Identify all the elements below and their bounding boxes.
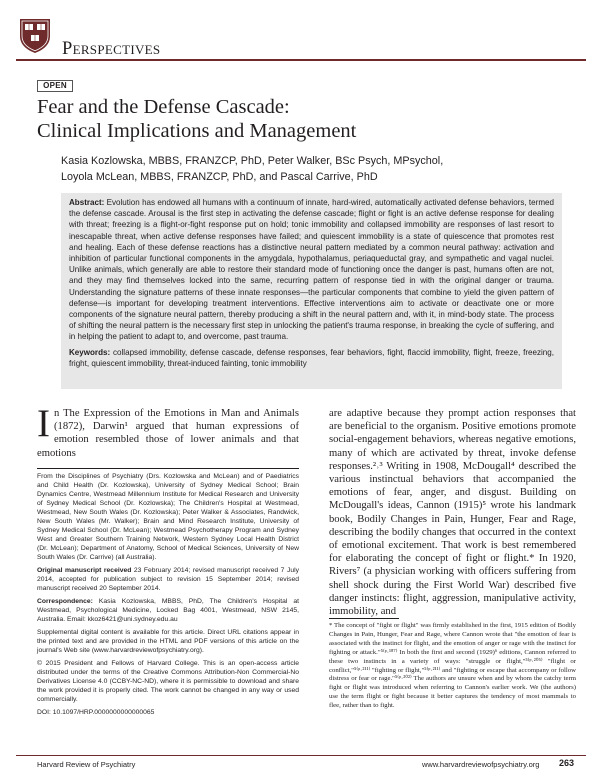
article-title-line-1: Fear and the Defense Cascade: — [37, 96, 290, 118]
shield-icon — [16, 16, 54, 54]
affiliation-rule — [37, 468, 299, 469]
footnote: * The concept of "fight or flight" was firmly established in the first, 1915 edition of Bodily Changes in Pain, Hunger, Fear and Rage, where Cannon wrote that "the emotion of fear is associated with the instinct for flight, and the emotion of anger or rage with the instinct for fighting or attack."⁵⁽ᵖ·¹⁸⁷⁾ In both the first and second (1929)⁶ editions, Cannon referred to these two instincts in a variety of ways: "struggle or flight,"⁵⁽ᵖ·²⁰⁵⁾ "flight or conflict,"⁵⁽ᵖ·²¹¹⁾ "fighting or flight,"⁵⁽ᵖ·²¹¹⁾ and "fighting or escape that accompany or follow distress or fear or rage."⁵⁽ᵖ·²⁰²⁾ The authors are unsure when and by whom the catchy term fight or flight was introduced when referring to Cannon's earlier work. We (the authors) use the term flight or fight because it better captures the tendency of most mammals to flee, rather than to fight. — [329, 622, 576, 710]
journal-url[interactable]: www.harvardreviewofpsychiatry.org — [422, 760, 540, 769]
supplemental-note: Supplemental digital content is available for this article. Direct URL citations appear in the printed text and are provided in the HTML and PDF versions of this article on the journal's Web site (www.harvardreviewofpsychiatry.org). — [37, 629, 299, 654]
body-paragraph-right: are adaptive because they prompt action responses that are beneficial to the organism. Positive emotions promote social-engagement behaviors, whereas negative emotions, many of which are activated by threat, invoke defense responses.²˒³ Writing in 1908, McDougall⁴ described the various instinctual behaviors that accompanied the emotions of fear, anger, and disgust. Building on McDougall's ideas, Cannon (1915)⁵ wrote his landmark book, Bodily Changes in Pain, Hunger, Fear and Rage, describing the bodily changes that occurred in the context of emotional excitement. That work is best remembered for elaborating the concept of fight or flight.* In 1920, Rivers⁷ (a physician working with officers suffering from shell shock during the First World War) described five danger instincts: flight, aggression, manipulative activity, immobility, and — [329, 408, 576, 618]
received-label: Original manuscript received — [37, 567, 132, 574]
abstract-text: Evolution has endowed all humans with a continuum of innate, hard-wired, automatically activated defense behaviors, termed the defense cascade. Arousal is the first step in activating the defense cascade; flight or fight is an active defense response for dealing with threat; freezing is a flight-or-fight response put on hold; tonic immobility and collapsed immobility are responses of last resort to inescapable threat, when active defense responses have failed; and quiescent immobility is a state of quiescence that promotes rest and healing. Each of these defense reactions has a distinctive neural pattern mediated by a common neural pathway: activation and inhibition of particular functional components in the amygdala, hypothalamus, periaqueductal gray, and sympathetic and vagal nuclei. Unlike animals, which generally are able to restore their standard mode of functioning once the danger is past, humans often are not, and they may find themselves locked into the same, recurring pattern of response tied in with the original danger or trauma. Understanding the signature patterns of these innate responses—the particular components that combine to yield the given pattern of defense—is important for developing treatment interventions. Effective interventions aim to activate or deactivate one or more components of the signature neural pattern, thereby producing a shift in the neural pattern and, with it, in mind-body state. The process of shifting the neural pattern is the necessary first step in unlocking the patient's trauma response, in breaking the cycle of suffering, and in helping the patient to adapt to, and overcome, past trauma. — [69, 198, 554, 342]
article-title — [37, 95, 356, 143]
keywords-text: collapsed immobility, defense cascade, defense responses, fear behaviors, fight, flaccid immobility, flight, freeze, freezing, fright, quiescent immobility, threat-induced fainting, tonic immobility — [69, 347, 554, 368]
journal-name: Harvard Review of Psychiatry — [37, 760, 136, 769]
author-line-1: Kasia Kozlowska, MBBS, FRANZCP, PhD, Peter Walker, BSc Psych, MPsychol, — [61, 155, 444, 167]
harvard-shield-logo — [16, 16, 54, 54]
abstract-paragraph — [69, 197, 554, 343]
footer-rule — [16, 755, 586, 756]
author-list — [61, 153, 443, 185]
abstract-box — [61, 193, 562, 389]
keywords-paragraph — [69, 347, 554, 369]
copyright-notice: © 2015 President and Fellows of Harvard College. This is an open-access article distributed under the terms of the Creative Commons Attribution-Non Commercial-No Derivatives License 4.0 (CCBY-NC-ND), where it is permissible to download and share the work provided it is properly cited. The work cannot be changed in any way or used commercially. — [37, 660, 299, 703]
doi: DOI: 10.1097/HRP.0000000000000065 — [37, 709, 155, 716]
manuscript-history — [37, 566, 299, 593]
received-text: 23 February 2014; revised manuscript received 7 July 2014, accepted for publication subject to revision 15 September 2014; revised manuscript received 20 September 2014. — [37, 567, 299, 592]
author-line-2: Loyola McLean, MBBS, FRANZCP, PhD, and Pascal Carrive, PhD — [61, 171, 378, 183]
open-access-badge: OPEN — [37, 80, 73, 92]
article-title-line-2: Clinical Implications and Management — [37, 120, 357, 142]
footnote-rule — [329, 618, 399, 619]
affiliations-block — [37, 472, 299, 721]
abstract-label: Abstract: — [69, 198, 105, 207]
keywords-label: Keywords: — [69, 347, 111, 357]
page-number: 263 — [559, 758, 575, 768]
body-column-left — [37, 402, 299, 460]
body-column-right — [329, 407, 576, 618]
correspondence — [37, 597, 299, 624]
header-rule — [16, 59, 586, 61]
correspondence-label: Correspondence: — [37, 598, 93, 605]
section-title: Perspectives — [62, 39, 161, 59]
correspondence-text: Kasia Kozlowska, MBBS, PhD, The Children's Hospital at Westmead, Psychological Medicine, Locked Bag 4001, Westmead, NSW 2145, Australia. Email: kkoz6421@uni.sydney.edu.au — [37, 598, 299, 623]
drop-cap: I — [37, 402, 50, 445]
body-paragraph-left: n The Expression of the Emotions in Man and Animals (1872), Darwin¹ argued that human expressions of emotion resembled those of lower animals and that emotions — [37, 408, 299, 459]
affiliation-from: From the Disciplines of Psychiatry (Drs. Kozlowska and McLean) and of Paediatrics and Child Health (Dr. Kozlowska), University of Sydney Medical School; Brain Dynamics Centre, Westmead Millennium Institute for Medical Research and University of Sydney Medical School (Dr. Kozlowska); The Children's Hospital at Westmead, Westmead, New South Wales (Dr. Kozlowska); Peter Walker & Associates, Randwick, New South Wales (Mr. Walker); Brain and Mind Research Institute, University of Sydney Medical School (Dr. McLean); Westmead Psychotherapy Program and Sydney West and Greater Southern Training Network, Western Sydney Local Health District (Dr. McLean); Department of Anatomy, School of Medical Sciences, University of New South Wales (Dr. Carrive) (all Australia). — [37, 473, 299, 561]
